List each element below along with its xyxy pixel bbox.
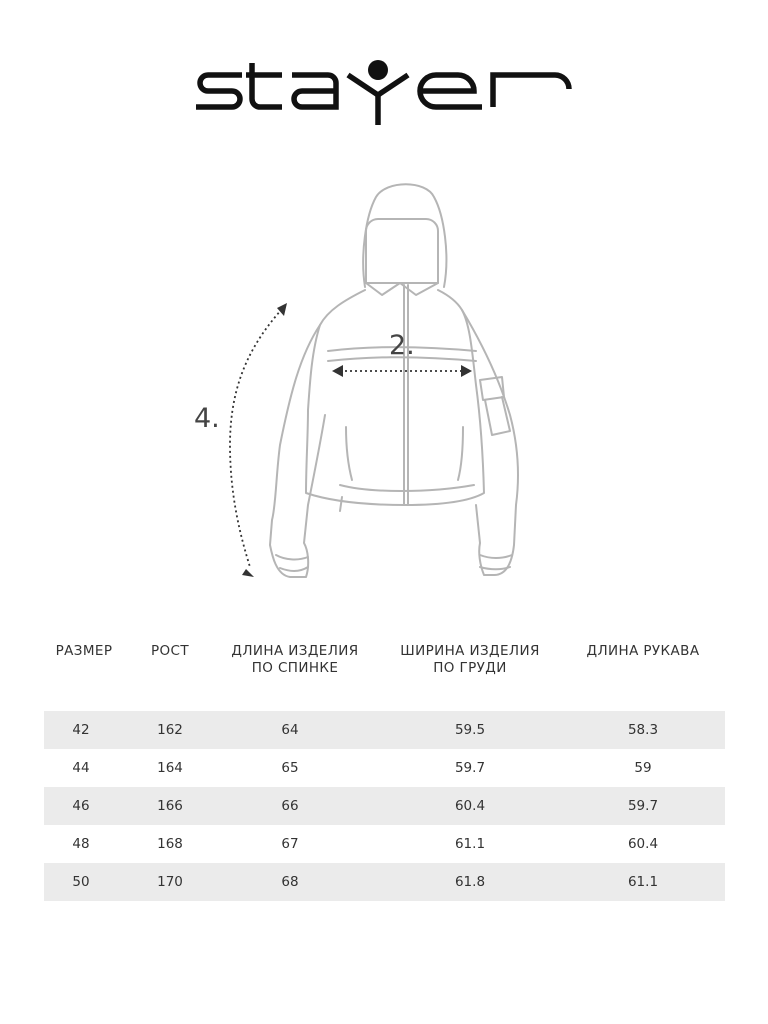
stayer-logo bbox=[190, 55, 580, 130]
cell-width: 61.1 bbox=[454, 836, 486, 852]
header-length: ДЛИНА ИЗДЕЛИЯ ПО СПИНКЕ bbox=[231, 643, 359, 676]
table-row bbox=[44, 749, 725, 787]
header-height: РОСТ bbox=[150, 643, 190, 659]
cell-height: 162 bbox=[157, 722, 183, 738]
header-sleeve: ДЛИНА РУКАВА bbox=[586, 643, 700, 659]
cell-width: 61.8 bbox=[454, 874, 486, 890]
cell-width: 59.5 bbox=[454, 722, 486, 738]
cell-size: 50 bbox=[72, 874, 90, 890]
cell-length: 67 bbox=[281, 836, 299, 852]
cell-height: 170 bbox=[157, 874, 183, 890]
header-width: ШИРИНА ИЗДЕЛИЯ ПО ГРУДИ bbox=[400, 643, 540, 676]
hood-inner bbox=[366, 219, 438, 283]
size-table bbox=[44, 711, 725, 901]
cell-sleeve: 60.4 bbox=[627, 836, 659, 852]
cell-sleeve: 59 bbox=[634, 760, 652, 776]
cell-sleeve: 61.1 bbox=[627, 874, 659, 890]
cell-height: 168 bbox=[157, 836, 183, 852]
cell-length: 64 bbox=[281, 722, 299, 738]
cell-width: 60.4 bbox=[454, 798, 486, 814]
cell-height: 166 bbox=[157, 798, 183, 814]
jacket-sketch bbox=[180, 175, 540, 595]
arrow-bottom-icon bbox=[242, 569, 254, 577]
cell-sleeve: 59.7 bbox=[627, 798, 659, 814]
cell-sleeve: 58.3 bbox=[627, 722, 659, 738]
sleeve-length-label: 4. bbox=[194, 403, 220, 434]
cell-size: 44 bbox=[72, 760, 90, 776]
jacket-body bbox=[306, 290, 484, 505]
hood-outline bbox=[363, 184, 446, 287]
table-row bbox=[44, 787, 725, 825]
cell-length: 68 bbox=[281, 874, 299, 890]
table-row bbox=[44, 863, 725, 901]
header-size: РАЗМЕР bbox=[55, 643, 113, 659]
cell-width: 59.7 bbox=[454, 760, 486, 776]
chest-width-label: 2. bbox=[389, 330, 415, 361]
arrow-right-icon bbox=[461, 365, 472, 377]
cell-length: 66 bbox=[281, 798, 299, 814]
table-row bbox=[44, 825, 725, 863]
arrow-left-icon bbox=[332, 365, 343, 377]
left-sleeve bbox=[270, 325, 325, 577]
table-row bbox=[44, 711, 725, 749]
cell-size: 42 bbox=[72, 722, 90, 738]
cell-size: 48 bbox=[72, 836, 90, 852]
cell-height: 164 bbox=[157, 760, 183, 776]
cell-size: 46 bbox=[72, 798, 90, 814]
cell-length: 65 bbox=[281, 760, 299, 776]
